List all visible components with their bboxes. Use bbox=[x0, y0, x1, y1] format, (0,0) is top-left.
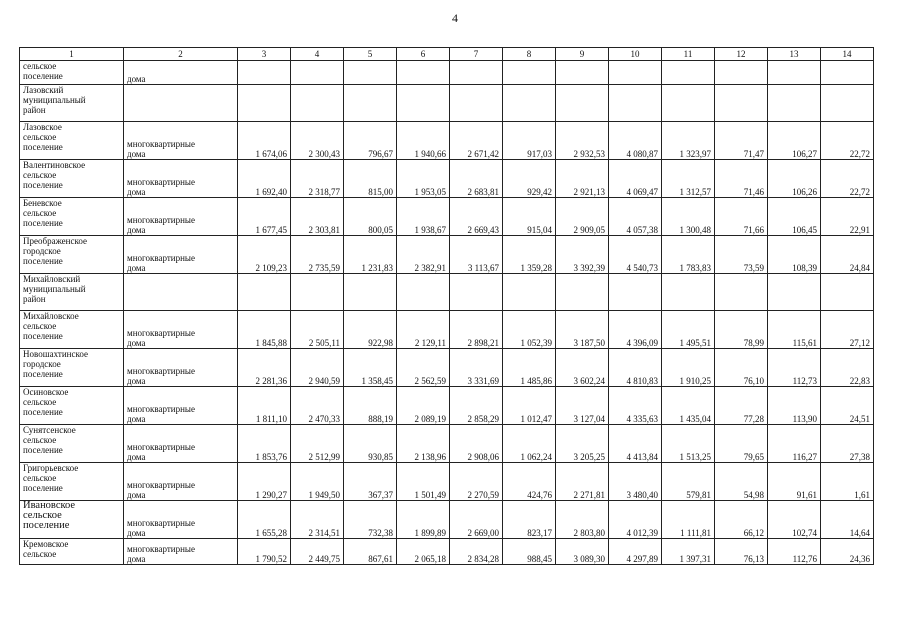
value-cell: 1,61 bbox=[821, 463, 874, 501]
settlement-name-cell: Лазовское сельское поселение bbox=[20, 122, 124, 160]
value-cell: 1 052,39 bbox=[503, 311, 556, 349]
value-cell bbox=[291, 274, 344, 311]
value-cell: 2 735,59 bbox=[291, 236, 344, 274]
value-cell: 24,51 bbox=[821, 387, 874, 425]
table-row bbox=[20, 425, 874, 463]
value-cell: 112,73 bbox=[768, 349, 821, 387]
housing-type-cell: дома bbox=[124, 61, 238, 85]
value-cell: 823,17 bbox=[503, 501, 556, 539]
table-row bbox=[20, 387, 874, 425]
housing-type-cell: многоквартирные дома bbox=[124, 160, 238, 198]
column-header: 5 bbox=[344, 48, 397, 61]
housing-type-cell: многоквартирные дома bbox=[124, 122, 238, 160]
value-cell bbox=[556, 61, 609, 85]
column-header: 6 bbox=[397, 48, 450, 61]
value-cell bbox=[609, 274, 662, 311]
housing-type-cell: многоквартирные дома bbox=[124, 539, 238, 565]
value-cell bbox=[503, 274, 556, 311]
value-cell: 800,05 bbox=[344, 198, 397, 236]
column-header: 12 bbox=[715, 48, 768, 61]
value-cell bbox=[503, 61, 556, 85]
value-cell: 915,04 bbox=[503, 198, 556, 236]
value-cell: 1 501,49 bbox=[397, 463, 450, 501]
value-cell: 22,72 bbox=[821, 122, 874, 160]
value-cell: 27,38 bbox=[821, 425, 874, 463]
value-cell: 24,36 bbox=[821, 539, 874, 565]
column-header: 2 bbox=[124, 48, 238, 61]
value-cell: 4 057,38 bbox=[609, 198, 662, 236]
value-cell bbox=[503, 85, 556, 122]
value-cell: 1 012,47 bbox=[503, 387, 556, 425]
value-cell: 3 187,50 bbox=[556, 311, 609, 349]
value-cell: 1 513,25 bbox=[662, 425, 715, 463]
table-row bbox=[20, 311, 874, 349]
value-cell: 113,90 bbox=[768, 387, 821, 425]
value-cell bbox=[397, 274, 450, 311]
value-cell: 4 080,87 bbox=[609, 122, 662, 160]
value-cell: 76,13 bbox=[715, 539, 768, 565]
value-cell: 1 359,28 bbox=[503, 236, 556, 274]
table-header bbox=[20, 48, 874, 61]
table-row bbox=[20, 501, 874, 539]
value-cell: 1 312,57 bbox=[662, 160, 715, 198]
value-cell bbox=[450, 274, 503, 311]
table-row bbox=[20, 61, 874, 85]
value-cell: 4 396,09 bbox=[609, 311, 662, 349]
value-cell: 2 281,36 bbox=[238, 349, 291, 387]
value-cell: 3 602,24 bbox=[556, 349, 609, 387]
value-cell: 4 069,47 bbox=[609, 160, 662, 198]
housing-type-cell: многоквартирные дома bbox=[124, 387, 238, 425]
value-cell bbox=[238, 61, 291, 85]
value-cell: 3 480,40 bbox=[609, 463, 662, 501]
settlement-name-cell: Лазовский муниципальный район bbox=[20, 85, 124, 122]
value-cell bbox=[768, 274, 821, 311]
value-cell: 2 109,23 bbox=[238, 236, 291, 274]
value-cell: 54,98 bbox=[715, 463, 768, 501]
value-cell: 2 932,53 bbox=[556, 122, 609, 160]
value-cell: 2 470,33 bbox=[291, 387, 344, 425]
value-cell: 2 303,81 bbox=[291, 198, 344, 236]
value-cell: 2 382,91 bbox=[397, 236, 450, 274]
value-cell: 91,61 bbox=[768, 463, 821, 501]
value-cell: 108,39 bbox=[768, 236, 821, 274]
page-number: 4 bbox=[452, 11, 458, 25]
value-cell bbox=[450, 85, 503, 122]
value-cell: 1 938,67 bbox=[397, 198, 450, 236]
value-cell bbox=[768, 85, 821, 122]
value-cell: 2 138,96 bbox=[397, 425, 450, 463]
value-cell: 917,03 bbox=[503, 122, 556, 160]
value-cell: 424,76 bbox=[503, 463, 556, 501]
value-cell: 2 271,81 bbox=[556, 463, 609, 501]
value-cell: 1 811,10 bbox=[238, 387, 291, 425]
value-cell: 867,61 bbox=[344, 539, 397, 565]
value-cell: 2 834,28 bbox=[450, 539, 503, 565]
value-cell: 1 677,45 bbox=[238, 198, 291, 236]
value-cell: 796,67 bbox=[344, 122, 397, 160]
value-cell: 929,42 bbox=[503, 160, 556, 198]
value-cell: 106,45 bbox=[768, 198, 821, 236]
value-cell bbox=[344, 274, 397, 311]
table-row bbox=[20, 236, 874, 274]
value-cell: 4 335,63 bbox=[609, 387, 662, 425]
housing-type-cell: многоквартирные дома bbox=[124, 349, 238, 387]
value-cell bbox=[450, 61, 503, 85]
value-cell: 1 940,66 bbox=[397, 122, 450, 160]
value-cell: 922,98 bbox=[344, 311, 397, 349]
value-cell bbox=[609, 85, 662, 122]
value-cell: 2 512,99 bbox=[291, 425, 344, 463]
value-cell: 988,45 bbox=[503, 539, 556, 565]
value-cell: 888,19 bbox=[344, 387, 397, 425]
value-cell bbox=[715, 85, 768, 122]
value-cell: 1 231,83 bbox=[344, 236, 397, 274]
value-cell: 2 089,19 bbox=[397, 387, 450, 425]
value-cell bbox=[662, 61, 715, 85]
value-cell: 1 692,40 bbox=[238, 160, 291, 198]
column-header: 1 bbox=[20, 48, 124, 61]
value-cell: 2 898,21 bbox=[450, 311, 503, 349]
value-cell: 73,59 bbox=[715, 236, 768, 274]
table-body bbox=[20, 61, 874, 565]
value-cell: 815,00 bbox=[344, 160, 397, 198]
table-row bbox=[20, 274, 874, 311]
settlement-name-cell: Преображенское городское поселение bbox=[20, 236, 124, 274]
settlement-name-cell: Беневское сельское поселение bbox=[20, 198, 124, 236]
settlement-name-cell: Кремовское сельское bbox=[20, 539, 124, 565]
settlement-name-cell: Валентиновское сельское поселение bbox=[20, 160, 124, 198]
value-cell: 4 413,84 bbox=[609, 425, 662, 463]
value-cell: 1 910,25 bbox=[662, 349, 715, 387]
value-cell: 732,38 bbox=[344, 501, 397, 539]
value-cell: 112,76 bbox=[768, 539, 821, 565]
column-header: 13 bbox=[768, 48, 821, 61]
value-cell: 1 853,76 bbox=[238, 425, 291, 463]
value-cell: 2 921,13 bbox=[556, 160, 609, 198]
value-cell: 579,81 bbox=[662, 463, 715, 501]
value-cell: 1 949,50 bbox=[291, 463, 344, 501]
value-cell: 2 314,51 bbox=[291, 501, 344, 539]
value-cell: 27,12 bbox=[821, 311, 874, 349]
value-cell: 4 810,83 bbox=[609, 349, 662, 387]
value-cell: 3 127,04 bbox=[556, 387, 609, 425]
value-cell: 2 940,59 bbox=[291, 349, 344, 387]
header-row bbox=[20, 48, 874, 61]
value-cell: 22,72 bbox=[821, 160, 874, 198]
value-cell: 2 669,43 bbox=[450, 198, 503, 236]
value-cell: 1 323,97 bbox=[662, 122, 715, 160]
value-cell: 1 495,51 bbox=[662, 311, 715, 349]
column-header: 4 bbox=[291, 48, 344, 61]
table-row bbox=[20, 160, 874, 198]
value-cell: 24,84 bbox=[821, 236, 874, 274]
value-cell: 2 270,59 bbox=[450, 463, 503, 501]
value-cell: 2 562,59 bbox=[397, 349, 450, 387]
column-header: 7 bbox=[450, 48, 503, 61]
housing-type-cell: многоквартирные дома bbox=[124, 198, 238, 236]
value-cell: 2 803,80 bbox=[556, 501, 609, 539]
value-cell: 1 300,48 bbox=[662, 198, 715, 236]
value-cell: 4 540,73 bbox=[609, 236, 662, 274]
settlement-name-cell: Григорьевское сельское поселение bbox=[20, 463, 124, 501]
settlement-name-cell: Осиновское сельское поселение bbox=[20, 387, 124, 425]
column-header: 10 bbox=[609, 48, 662, 61]
column-header: 14 bbox=[821, 48, 874, 61]
value-cell: 77,28 bbox=[715, 387, 768, 425]
value-cell: 1 899,89 bbox=[397, 501, 450, 539]
value-cell: 106,26 bbox=[768, 160, 821, 198]
value-cell bbox=[556, 274, 609, 311]
value-cell bbox=[768, 61, 821, 85]
tariff-table bbox=[19, 47, 874, 565]
value-cell: 71,46 bbox=[715, 160, 768, 198]
table-row bbox=[20, 122, 874, 160]
housing-type-cell: многоквартирные дома bbox=[124, 311, 238, 349]
table-row bbox=[20, 463, 874, 501]
table-row bbox=[20, 198, 874, 236]
value-cell: 1 790,52 bbox=[238, 539, 291, 565]
settlement-name-cell: Ивановское сельское поселение bbox=[20, 501, 124, 539]
value-cell: 3 113,67 bbox=[450, 236, 503, 274]
value-cell: 22,91 bbox=[821, 198, 874, 236]
value-cell: 76,10 bbox=[715, 349, 768, 387]
value-cell: 4 297,89 bbox=[609, 539, 662, 565]
column-header: 9 bbox=[556, 48, 609, 61]
housing-type-cell bbox=[124, 85, 238, 122]
table-row bbox=[20, 85, 874, 122]
value-cell bbox=[397, 85, 450, 122]
value-cell: 2 858,29 bbox=[450, 387, 503, 425]
value-cell: 2 449,75 bbox=[291, 539, 344, 565]
value-cell bbox=[397, 61, 450, 85]
value-cell: 2 908,06 bbox=[450, 425, 503, 463]
value-cell: 1 435,04 bbox=[662, 387, 715, 425]
housing-type-cell: многоквартирные дома bbox=[124, 463, 238, 501]
value-cell bbox=[715, 61, 768, 85]
settlement-name-cell: Сунятсенское сельское поселение bbox=[20, 425, 124, 463]
value-cell bbox=[291, 85, 344, 122]
value-cell: 3 392,39 bbox=[556, 236, 609, 274]
value-cell: 2 909,05 bbox=[556, 198, 609, 236]
value-cell bbox=[821, 274, 874, 311]
value-cell: 3 089,30 bbox=[556, 539, 609, 565]
settlement-name-cell: сельское поселение bbox=[20, 61, 124, 85]
housing-type-cell: многоквартирные дома bbox=[124, 425, 238, 463]
value-cell: 1 674,06 bbox=[238, 122, 291, 160]
value-cell bbox=[344, 85, 397, 122]
column-header: 3 bbox=[238, 48, 291, 61]
table-row bbox=[20, 349, 874, 387]
value-cell: 1 397,31 bbox=[662, 539, 715, 565]
value-cell bbox=[662, 274, 715, 311]
value-cell: 1 111,81 bbox=[662, 501, 715, 539]
value-cell: 115,61 bbox=[768, 311, 821, 349]
value-cell: 3 205,25 bbox=[556, 425, 609, 463]
value-cell: 1 062,24 bbox=[503, 425, 556, 463]
housing-type-cell: многоквартирные дома bbox=[124, 236, 238, 274]
value-cell: 1 845,88 bbox=[238, 311, 291, 349]
value-cell: 106,27 bbox=[768, 122, 821, 160]
value-cell: 367,37 bbox=[344, 463, 397, 501]
value-cell: 2 300,43 bbox=[291, 122, 344, 160]
settlement-name-cell: Михайловское сельское поселение bbox=[20, 311, 124, 349]
housing-type-cell bbox=[124, 274, 238, 311]
value-cell: 2 505,11 bbox=[291, 311, 344, 349]
value-cell bbox=[715, 274, 768, 311]
value-cell: 2 129,11 bbox=[397, 311, 450, 349]
value-cell: 2 669,00 bbox=[450, 501, 503, 539]
settlement-name-cell: Новошахтинское городское поселение bbox=[20, 349, 124, 387]
value-cell: 22,83 bbox=[821, 349, 874, 387]
value-cell bbox=[344, 61, 397, 85]
value-cell bbox=[609, 61, 662, 85]
column-header: 8 bbox=[503, 48, 556, 61]
value-cell: 71,66 bbox=[715, 198, 768, 236]
value-cell bbox=[662, 85, 715, 122]
value-cell: 102,74 bbox=[768, 501, 821, 539]
value-cell: 2 671,42 bbox=[450, 122, 503, 160]
value-cell: 2 318,77 bbox=[291, 160, 344, 198]
value-cell: 71,47 bbox=[715, 122, 768, 160]
value-cell bbox=[821, 61, 874, 85]
value-cell: 1 783,83 bbox=[662, 236, 715, 274]
value-cell: 116,27 bbox=[768, 425, 821, 463]
value-cell: 1 953,05 bbox=[397, 160, 450, 198]
value-cell: 1 485,86 bbox=[503, 349, 556, 387]
value-cell: 930,85 bbox=[344, 425, 397, 463]
value-cell: 1 358,45 bbox=[344, 349, 397, 387]
value-cell bbox=[238, 274, 291, 311]
value-cell: 78,99 bbox=[715, 311, 768, 349]
housing-type-cell: многоквартирные дома bbox=[124, 501, 238, 539]
value-cell: 14,64 bbox=[821, 501, 874, 539]
value-cell: 1 655,28 bbox=[238, 501, 291, 539]
settlement-name-cell: Михайловский муниципальный район bbox=[20, 274, 124, 311]
value-cell bbox=[556, 85, 609, 122]
value-cell: 2 065,18 bbox=[397, 539, 450, 565]
value-cell: 4 012,39 bbox=[609, 501, 662, 539]
table-row bbox=[20, 539, 874, 565]
value-cell bbox=[291, 61, 344, 85]
value-cell: 3 331,69 bbox=[450, 349, 503, 387]
column-header: 11 bbox=[662, 48, 715, 61]
value-cell bbox=[821, 85, 874, 122]
value-cell: 1 290,27 bbox=[238, 463, 291, 501]
value-cell: 79,65 bbox=[715, 425, 768, 463]
value-cell: 2 683,81 bbox=[450, 160, 503, 198]
value-cell: 66,12 bbox=[715, 501, 768, 539]
value-cell bbox=[238, 85, 291, 122]
